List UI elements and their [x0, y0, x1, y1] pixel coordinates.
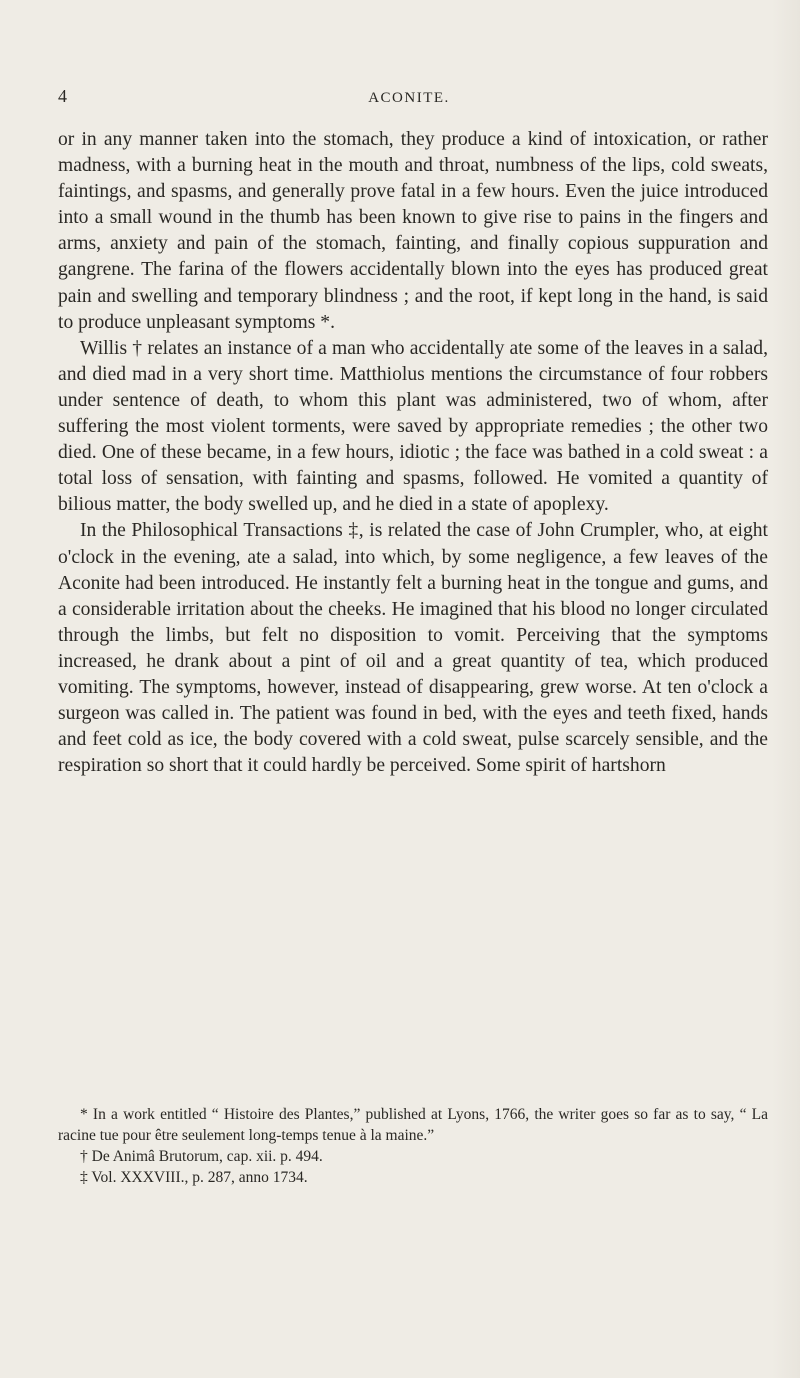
paragraph-1: or in any manner taken into the stomach, they produce a kind of intoxication, or rather madness, with a burning heat in the mouth and throat, numbness of the lips, cold sweats, faintings, and spasms, and generally prove fatal in a few hours. Even the juice introduced into a small wound in the thumb has been known to give rise to pains in the fingers and arms, anxiety and pain of the stomach, fainting, and finally copious suppuration and gangrene. The farina of the flowers accidentally blown into the eyes has produced great pain and swelling and temporary blindness ; and the root, if kept long in the hand, is said to produce unpleasant symptoms *. [58, 129, 768, 333]
paragraph-2: Willis † relates an instance of a man who accidentally ate some of the leaves in a salad, and died mad in a very short time. Matthiolus mentions the circumstance of four robbers under sentence of death, to whom this plant was administered, two of whom, after suffering the most violent torments, were saved by appropriate remedies ; the other two died. One of these became, in a few hours, idiotic ; the face was bathed in a cold sweat : a total loss of sensation, with fainting and spasms, followed. He vomited a quantity of bilious matter, the body swelled up, and he died in a state of apoplexy. [58, 337, 768, 516]
footnote-asterisk: * In a work entitled “ Histoire des Plantes,” published at Lyons, 1766, the writer goes so far as to say, “ La racine tue pour être seulement long-temps tenue à la maine.” [58, 1106, 768, 1144]
paragraph-3: In the Philosophical Transactions ‡, is related the case of John Crumpler, who, at eight o'clock in the evening, ate a salad, into which, by some negligence, a few leaves of the Aconite had been introduced. He instantly felt a burning heat in the tongue and gums, and a considerable irritation about the cheeks. He imagined that his blood no longer circulated through the limbs, but felt no disposition to vomit. Perceiving that the symptoms increased, he drank about a pint of oil and a great quantity of tea, which produced vomiting. The symptoms, however, instead of disappearing, grew worse. At ten o'clock a surgeon was called in. The patient was found in bed, with the eyes and teeth fixed, hands and feet cold as ice, the body covered with a cold sweat, pulse scarcely sensible, and the respiration so short that it could hardly be perceived. Some spirit of hartshorn [58, 520, 768, 777]
running-title: ACONITE. [368, 90, 450, 106]
page-header [0, 86, 800, 116]
page-edge-shading [772, 0, 800, 1378]
page-number: 4 [58, 86, 67, 106]
footnote-dagger: † De Animâ Brutorum, cap. xii. p. 494. [80, 1148, 323, 1165]
footnotes [58, 1104, 768, 1188]
footnote-double-dagger: ‡ Vol. XXXVIII., p. 287, anno 1734. [80, 1169, 308, 1186]
body-text [58, 127, 768, 779]
